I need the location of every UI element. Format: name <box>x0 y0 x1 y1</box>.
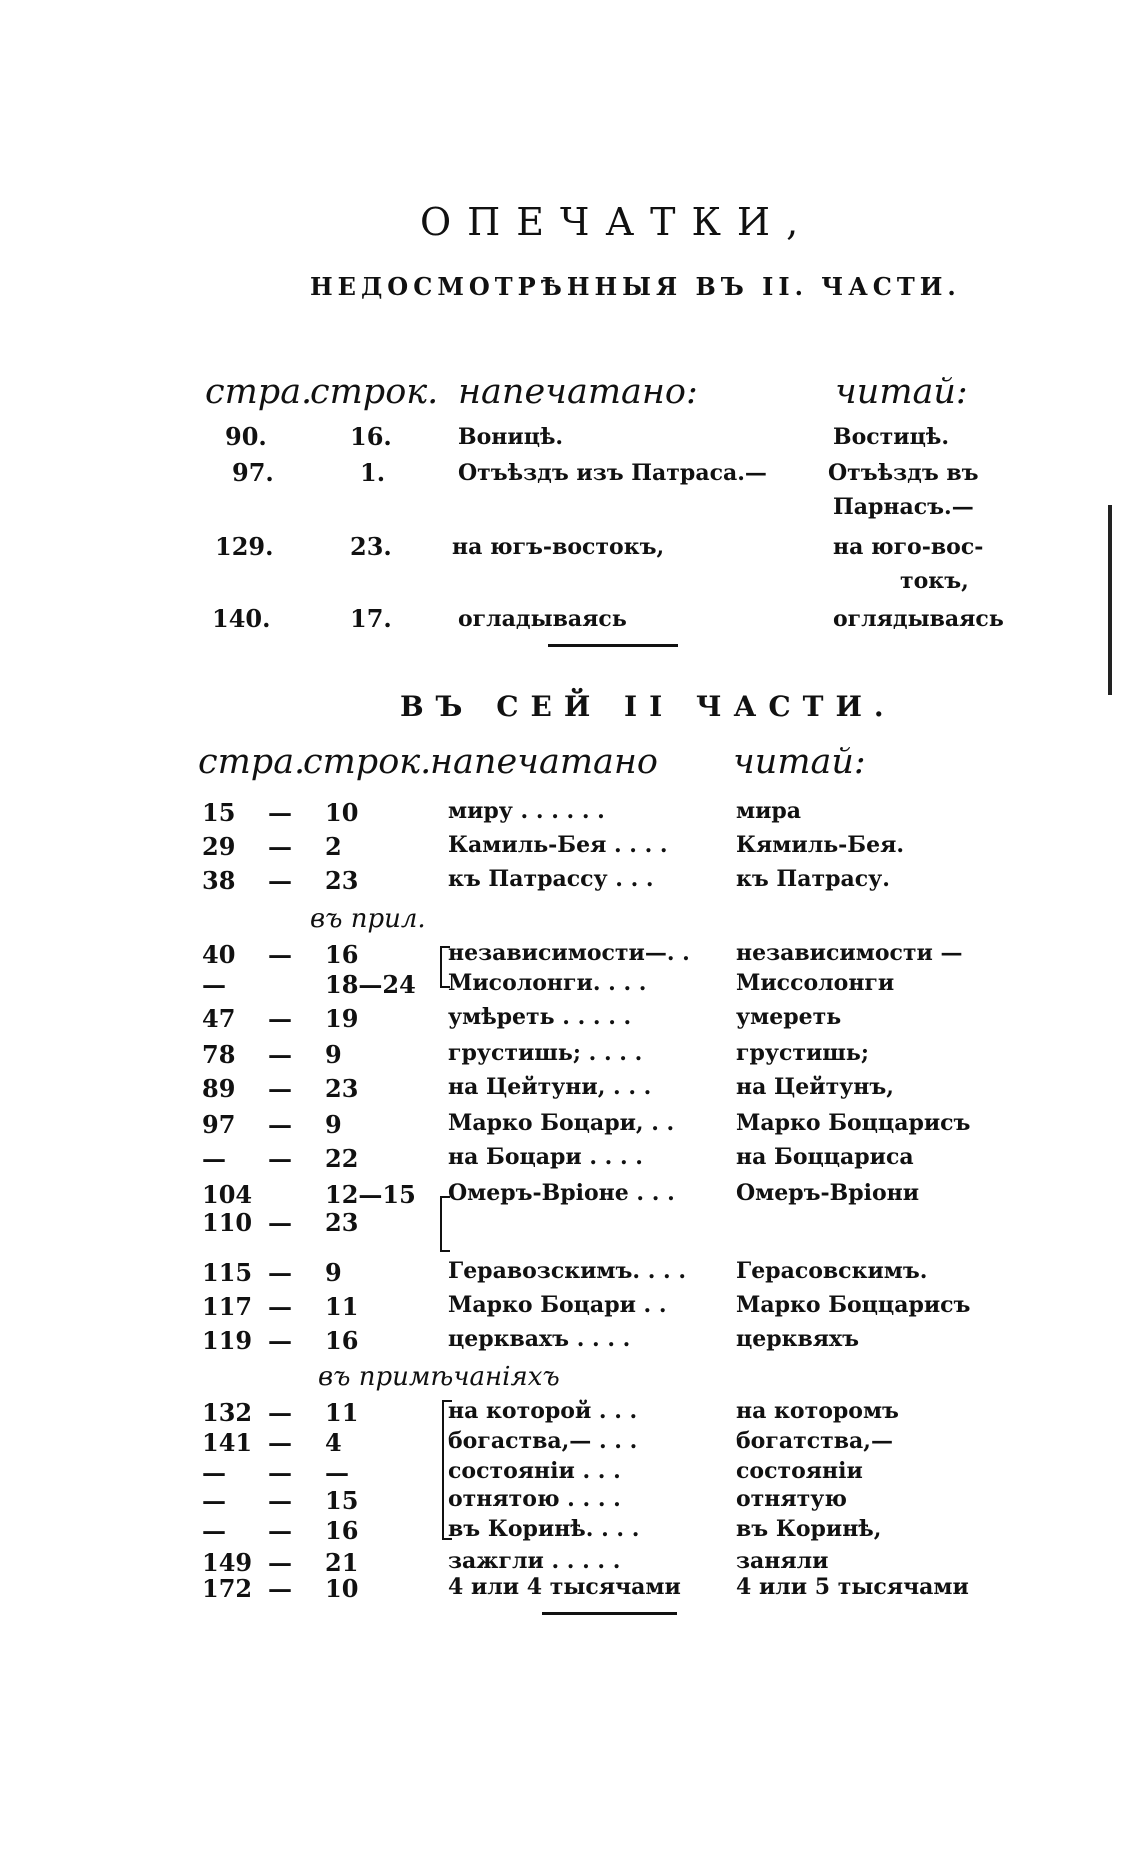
row-page: 38 <box>202 866 236 895</box>
row-read: Марко Боццарисъ <box>736 1110 971 1136</box>
row-page: 104 <box>202 1180 253 1209</box>
row-line: 11 <box>325 1292 359 1321</box>
row-dash: — <box>268 798 292 827</box>
s2-header-read: читай: <box>733 742 866 782</box>
row-dash: — <box>268 1258 292 1287</box>
row-read: къ Патрасу. <box>736 866 890 892</box>
row-dash: — <box>268 832 292 861</box>
row-line: 22 <box>325 1144 359 1173</box>
row-page: 97 <box>202 1110 236 1139</box>
s1-row-line: 16. <box>350 422 392 451</box>
row-line: 11 <box>325 1398 359 1427</box>
row-read: Миссолонги <box>736 970 895 996</box>
row-dash: — <box>268 1110 292 1139</box>
row-read: 4 или 5 тысячами <box>736 1574 969 1600</box>
row-dash: — <box>268 1040 292 1069</box>
row-page: 89 <box>202 1074 236 1103</box>
s1-row-printed: Отъѣздъ изъ Патраса.— <box>458 460 767 486</box>
row-line: 12—15 <box>325 1180 416 1209</box>
row-dash: — <box>268 1486 292 1515</box>
s1-row-printed: Воницѣ. <box>458 424 564 450</box>
row-printed: къ Патрассу . . . <box>448 866 654 892</box>
s1-header-read: читай: <box>835 372 968 412</box>
row-page: 110 <box>202 1208 253 1237</box>
row-page: — <box>202 970 226 999</box>
row-read: церквяхъ <box>736 1326 860 1352</box>
section2-title: ВЪ СЕЙ II ЧАСТИ. <box>400 690 896 723</box>
s1-header-printed: напечатано: <box>458 372 698 412</box>
row-printed: состояніи . . . <box>448 1458 621 1484</box>
s1-row-read: Востицѣ. <box>833 424 949 450</box>
row-printed: Мисолонги. . . . <box>448 970 647 996</box>
row-line: 2 <box>325 832 342 861</box>
row-printed: Омеръ-Вріоне . . . <box>448 1180 675 1206</box>
row-page: 15 <box>202 798 236 827</box>
row-read: состояніи <box>736 1458 863 1484</box>
row-line: 9 <box>325 1110 342 1139</box>
s1-row-line: 1. <box>360 458 386 487</box>
row-page: 172 <box>202 1574 253 1603</box>
row-read: въ Коринѣ, <box>736 1516 882 1542</box>
row-page: — <box>202 1144 226 1173</box>
row-page: — <box>202 1458 226 1487</box>
row-page: 78 <box>202 1040 236 1069</box>
row-dash: — <box>268 1208 292 1237</box>
s1-row-read-continued: токъ, <box>900 568 969 594</box>
row-printed: Геравозскимъ. . . . <box>448 1258 687 1284</box>
s1-row-read: оглядываясь <box>833 606 1004 632</box>
row-line: 21 <box>325 1548 359 1577</box>
row-line: 18—24 <box>325 970 416 999</box>
page-subtitle: НЕДОСМОТРѢННЫЯ ВЪ II. ЧАСТИ. <box>310 272 961 301</box>
row-line: 23 <box>325 1208 359 1237</box>
row-dash: — <box>268 1574 292 1603</box>
s2-header-page: стра. <box>198 742 306 782</box>
row-read: богатства,— <box>736 1428 893 1454</box>
row-read: грустишь; <box>736 1040 869 1066</box>
s1-row-line: 17. <box>350 604 392 633</box>
row-printed: на Цейтуни, . . . <box>448 1074 652 1100</box>
row-printed: церквахъ . . . . <box>448 1326 631 1352</box>
row-printed: въ Коринѣ. . . . <box>448 1516 640 1542</box>
s2-header-printed: напечатано <box>430 742 658 782</box>
row-page: 117 <box>202 1292 253 1321</box>
row-dash: — <box>268 866 292 895</box>
row-dash: — <box>268 1516 292 1545</box>
row-page: 40 <box>202 940 236 969</box>
row-printed: на которой . . . <box>448 1398 638 1424</box>
row-printed: Марко Боцари, . . <box>448 1110 675 1136</box>
row-read: на Боццариса <box>736 1144 914 1170</box>
row-page: 29 <box>202 832 236 861</box>
s1-header-line: строк. <box>310 372 439 412</box>
row-printed: зажгли . . . . . <box>448 1548 621 1574</box>
row-page: 149 <box>202 1548 253 1577</box>
row-line: 16 <box>325 1516 359 1545</box>
section-divider <box>548 644 678 647</box>
s1-row-page: 129. <box>215 532 274 561</box>
row-dash: — <box>268 1144 292 1173</box>
page-title: ОПЕЧАТКИ, <box>420 200 815 244</box>
s1-row-page: 90. <box>225 422 267 451</box>
row-dash: — <box>268 1548 292 1577</box>
row-dash: — <box>268 1074 292 1103</box>
s1-header-page: стра. <box>205 372 313 412</box>
row-dash: — <box>268 1428 292 1457</box>
row-line: 10 <box>325 798 359 827</box>
row-read: умереть <box>736 1004 842 1030</box>
scan-edge-mark <box>1108 505 1112 695</box>
row-line: 16 <box>325 940 359 969</box>
row-line: — <box>325 1458 349 1487</box>
row-line: 15 <box>325 1486 359 1515</box>
s2-header-line: строк. <box>303 742 432 782</box>
row-read: на Цейтунъ, <box>736 1074 894 1100</box>
row-printed: Марко Боцари . . <box>448 1292 667 1318</box>
row-page: 115 <box>202 1258 253 1287</box>
row-page: — <box>202 1516 226 1545</box>
row-dash: — <box>268 1398 292 1427</box>
row-line: 23 <box>325 1074 359 1103</box>
row-line: 10 <box>325 1574 359 1603</box>
s1-row-read-continued: Парнасъ.— <box>833 494 974 520</box>
row-dash: — <box>268 940 292 969</box>
row-printed: 4 или 4 тысячами <box>448 1574 681 1600</box>
row-read: на которомъ <box>736 1398 899 1424</box>
footer-divider <box>542 1612 677 1615</box>
row-page: 132 <box>202 1398 253 1427</box>
row-printed: Камиль-Бея . . . . <box>448 832 668 858</box>
row-printed: независимости—. . <box>448 940 690 966</box>
row-page: — <box>202 1486 226 1515</box>
row-read: отнятую <box>736 1486 847 1512</box>
row-dash: — <box>268 1004 292 1033</box>
section-note: въ прил. <box>310 904 426 934</box>
row-page: 47 <box>202 1004 236 1033</box>
row-read: Омеръ-Вріони <box>736 1180 920 1206</box>
s1-row-page: 97. <box>232 458 274 487</box>
row-printed: миру . . . . . . <box>448 798 605 824</box>
row-page: 119 <box>202 1326 253 1355</box>
row-dash: — <box>268 1458 292 1487</box>
row-read: Кямиль-Бея. <box>736 832 904 858</box>
row-line: 9 <box>325 1040 342 1069</box>
s1-row-read: на юго-вос- <box>833 534 984 560</box>
row-printed: богаства,— . . . <box>448 1428 638 1454</box>
section-note: въ примѣчаніяхъ <box>318 1362 560 1392</box>
row-read: мира <box>736 798 802 824</box>
row-page: 141 <box>202 1428 253 1457</box>
row-printed: на Боцари . . . . <box>448 1144 643 1170</box>
row-line: 9 <box>325 1258 342 1287</box>
row-line: 19 <box>325 1004 359 1033</box>
row-line: 23 <box>325 866 359 895</box>
row-line: 16 <box>325 1326 359 1355</box>
row-printed: умѣреть . . . . . <box>448 1004 632 1030</box>
row-read: заняли <box>736 1548 829 1574</box>
row-dash: — <box>268 1326 292 1355</box>
row-printed: отнятою . . . . <box>448 1486 621 1512</box>
row-read: независимости — <box>736 940 963 966</box>
row-read: Марко Боццарисъ <box>736 1292 971 1318</box>
row-printed: грустишь; . . . . <box>448 1040 643 1066</box>
row-dash: — <box>268 1292 292 1321</box>
s1-row-printed: огладываясь <box>458 606 627 632</box>
bracket <box>442 1400 452 1540</box>
s1-row-line: 23. <box>350 532 392 561</box>
s1-row-page: 140. <box>212 604 271 633</box>
row-read: Герасовскимъ. <box>736 1258 928 1284</box>
s1-row-printed: на югъ-востокъ, <box>452 534 665 560</box>
bracket <box>440 1196 450 1252</box>
s1-row-read: Отъѣздъ въ <box>828 460 979 486</box>
bracket <box>440 946 450 988</box>
row-line: 4 <box>325 1428 342 1457</box>
